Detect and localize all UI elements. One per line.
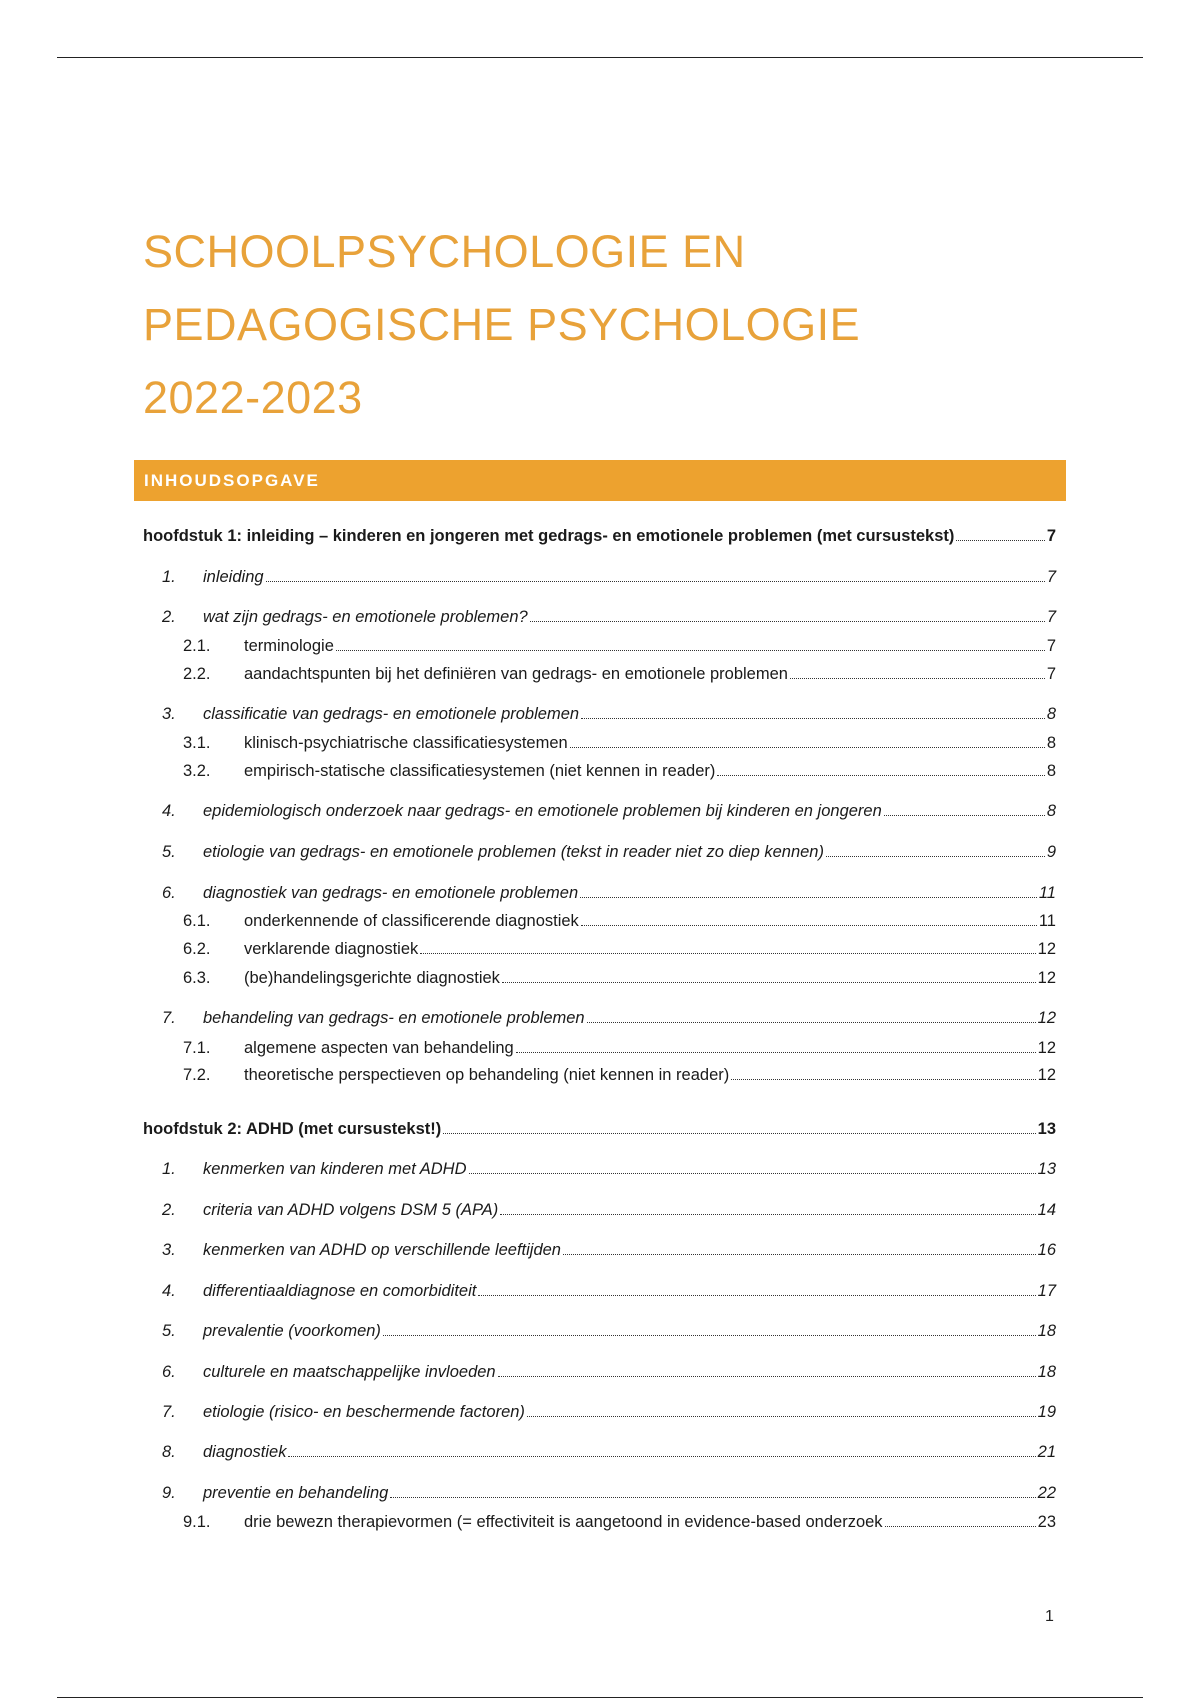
toc-entry-number: 7.1. bbox=[183, 1039, 211, 1057]
toc-heading: INHOUDSOPGAVE bbox=[134, 460, 1066, 501]
toc-entry-title: drie bewezn therapievormen (= effectiviteit is aangetoond in evidence-based onderzoek bbox=[244, 1513, 883, 1531]
toc-entry-page: 7 bbox=[1046, 637, 1056, 655]
toc-entry-number: 5. bbox=[162, 1322, 176, 1340]
toc-dot-leader bbox=[443, 1133, 1035, 1134]
toc-entry-page: 12 bbox=[1037, 969, 1056, 987]
toc-entry[interactable] bbox=[162, 1282, 1056, 1301]
toc-entry-title: algemene aspecten van behandeling bbox=[244, 1039, 514, 1057]
toc-entry-title: (be)handelingsgerichte diagnostiek bbox=[244, 969, 500, 987]
page-number: 1 bbox=[1045, 1608, 1054, 1625]
top-rule bbox=[57, 57, 1143, 58]
toc-entry[interactable] bbox=[162, 608, 1056, 627]
toc-entry[interactable] bbox=[162, 1363, 1056, 1382]
toc-entry[interactable] bbox=[183, 940, 1056, 959]
toc-entry[interactable] bbox=[183, 665, 1056, 684]
toc-entry-number: 2. bbox=[162, 1201, 176, 1219]
toc-entry-number: 1. bbox=[162, 568, 176, 586]
toc-entry-page: 23 bbox=[1037, 1513, 1056, 1531]
toc-entry-number: 3. bbox=[162, 705, 176, 723]
toc-dot-leader bbox=[383, 1335, 1036, 1336]
toc-dot-leader bbox=[498, 1376, 1036, 1377]
toc-dot-leader bbox=[502, 982, 1036, 983]
toc-chapter-entry[interactable] bbox=[143, 527, 1056, 546]
toc-entry-page: 7 bbox=[1046, 527, 1056, 545]
toc-entry-number: 6.1. bbox=[183, 912, 211, 930]
toc-entry-title: kenmerken van ADHD op verschillende leeftijden bbox=[203, 1241, 561, 1259]
toc-entry-page: 7 bbox=[1046, 665, 1056, 683]
toc-dot-leader bbox=[478, 1295, 1035, 1296]
toc-dot-leader bbox=[500, 1214, 1035, 1215]
toc-entry-page: 18 bbox=[1037, 1363, 1056, 1381]
toc-entry-title: culturele en maatschappelijke invloeden bbox=[203, 1363, 496, 1381]
toc-dot-leader bbox=[420, 953, 1035, 954]
toc-dot-leader bbox=[717, 775, 1044, 776]
toc-entry-page: 12 bbox=[1037, 940, 1056, 958]
toc-entry-title: klinisch-psychiatrische classificatiesystemen bbox=[244, 734, 568, 752]
toc-entry-title: preventie en behandeling bbox=[203, 1484, 389, 1502]
toc-entry[interactable] bbox=[162, 1484, 1056, 1503]
toc-entry[interactable] bbox=[162, 1403, 1056, 1422]
toc-entry[interactable] bbox=[183, 637, 1056, 656]
toc-dot-leader bbox=[884, 815, 1045, 816]
toc-entry[interactable] bbox=[162, 1322, 1056, 1341]
toc-entry-number: 6.2. bbox=[183, 940, 211, 958]
toc-entry-page: 7 bbox=[1046, 608, 1056, 626]
toc-entry-title: etiologie (risico- en beschermende factoren) bbox=[203, 1403, 525, 1421]
toc-dot-leader bbox=[288, 1456, 1035, 1457]
toc-entry-page: 8 bbox=[1046, 734, 1056, 752]
toc-entry-title: hoofdstuk 1: inleiding – kinderen en jongeren met gedrags- en emotionele problemen (met cursustekst) bbox=[143, 527, 955, 545]
toc-entry-title: terminologie bbox=[244, 637, 334, 655]
toc-entry-number: 9. bbox=[162, 1484, 176, 1502]
toc-entry-title: onderkennende of classificerende diagnostiek bbox=[244, 912, 579, 930]
toc-dot-leader bbox=[581, 925, 1037, 926]
toc-entry-number: 7. bbox=[162, 1009, 176, 1027]
toc-entry-title: etiologie van gedrags- en emotionele problemen (tekst in reader niet zo diep kennen) bbox=[203, 843, 824, 861]
toc-dot-leader bbox=[790, 678, 1045, 679]
toc-entry[interactable] bbox=[183, 1039, 1056, 1058]
toc-entry-number: 2.1. bbox=[183, 637, 211, 655]
toc-dot-leader bbox=[587, 1022, 1036, 1023]
toc-entry-page: 13 bbox=[1037, 1120, 1056, 1138]
toc-entry-number: 4. bbox=[162, 1282, 176, 1300]
toc-dot-leader bbox=[469, 1173, 1036, 1174]
toc-entry-page: 12 bbox=[1037, 1039, 1056, 1057]
toc-entry-title: inleiding bbox=[203, 568, 264, 586]
toc-entry-number: 7. bbox=[162, 1403, 176, 1421]
toc-entry[interactable] bbox=[162, 843, 1056, 862]
toc-entry-title: theoretische perspectieven op behandeling (niet kennen in reader) bbox=[244, 1066, 730, 1084]
toc-entry-title: behandeling van gedrags- en emotionele problemen bbox=[203, 1009, 585, 1027]
toc-entry-title: aandachtspunten bij het definiëren van gedrags- en emotionele problemen bbox=[244, 665, 788, 683]
toc-entry[interactable] bbox=[183, 912, 1056, 931]
toc-entry[interactable] bbox=[162, 1160, 1056, 1179]
toc-entry-title: diagnostiek van gedrags- en emotionele problemen bbox=[203, 884, 579, 902]
toc-entry-page: 19 bbox=[1037, 1403, 1056, 1421]
toc-entry-number: 3.1. bbox=[183, 734, 211, 752]
toc-entry[interactable] bbox=[162, 1443, 1056, 1462]
toc-entry-page: 7 bbox=[1046, 568, 1056, 586]
toc-entry[interactable] bbox=[183, 762, 1056, 781]
toc-entry[interactable] bbox=[162, 1241, 1056, 1260]
toc-entry-title: wat zijn gedrags- en emotionele problemen? bbox=[203, 608, 528, 626]
toc-entry-title: prevalentie (voorkomen) bbox=[203, 1322, 381, 1340]
toc-entry-number: 1. bbox=[162, 1160, 176, 1178]
toc-entry-number: 2.2. bbox=[183, 665, 211, 683]
toc-entry[interactable] bbox=[162, 705, 1056, 724]
toc-dot-leader bbox=[516, 1052, 1036, 1053]
toc-entry-number: 7.2. bbox=[183, 1066, 211, 1084]
toc-entry[interactable] bbox=[183, 734, 1056, 753]
toc-entry-number: 2. bbox=[162, 608, 176, 626]
toc-dot-leader bbox=[581, 718, 1045, 719]
toc-dot-leader bbox=[885, 1526, 1036, 1527]
toc-entry-title: diagnostiek bbox=[203, 1443, 287, 1461]
toc-entry-title: criteria van ADHD volgens DSM 5 (APA) bbox=[203, 1201, 499, 1219]
toc-entry-page: 16 bbox=[1037, 1241, 1056, 1259]
toc-entry-number: 6. bbox=[162, 1363, 176, 1381]
toc-entry-page: 13 bbox=[1037, 1160, 1056, 1178]
toc-entry-page: 21 bbox=[1037, 1443, 1056, 1461]
toc-entry-number: 5. bbox=[162, 843, 176, 861]
toc-entry[interactable] bbox=[162, 568, 1056, 587]
toc-dot-leader bbox=[826, 856, 1045, 857]
toc-dot-leader bbox=[563, 1254, 1036, 1255]
toc-entry-number: 6. bbox=[162, 884, 176, 902]
toc-entry-page: 8 bbox=[1046, 762, 1056, 780]
title-line-3: 2022-2023 bbox=[143, 372, 363, 423]
toc-entry-number: 3.2. bbox=[183, 762, 211, 780]
toc-entry-page: 8 bbox=[1046, 802, 1056, 820]
toc-dot-leader bbox=[956, 540, 1044, 541]
toc-dot-leader bbox=[390, 1497, 1035, 1498]
toc-entry-page: 8 bbox=[1046, 705, 1056, 723]
toc-entry-page: 11 bbox=[1038, 884, 1056, 902]
toc-dot-leader bbox=[527, 1416, 1036, 1417]
toc-entry-title: kenmerken van kinderen met ADHD bbox=[203, 1160, 467, 1178]
toc-entry[interactable] bbox=[183, 969, 1056, 988]
toc-entry-title: empirisch-statische classificatiesystemen (niet kennen in reader) bbox=[244, 762, 716, 780]
toc-entry-page: 12 bbox=[1037, 1066, 1056, 1084]
toc-entry[interactable] bbox=[162, 1201, 1056, 1220]
toc-entry-title: classificatie van gedrags- en emotionele problemen bbox=[203, 705, 580, 723]
toc-entry-title: epidemiologisch onderzoek naar gedrags- en emotionele problemen bij kinderen en jongeren bbox=[203, 802, 882, 820]
toc-entry-number: 8. bbox=[162, 1443, 176, 1461]
toc-entry-number: 4. bbox=[162, 802, 176, 820]
toc-entry-number: 3. bbox=[162, 1241, 176, 1259]
toc-entry-page: 22 bbox=[1037, 1484, 1056, 1502]
document-title bbox=[143, 215, 860, 434]
toc-entry-number: 9.1. bbox=[183, 1513, 211, 1531]
toc-entry-title: verklarende diagnostiek bbox=[244, 940, 419, 958]
toc-entry-page: 17 bbox=[1037, 1282, 1056, 1300]
toc-dot-leader bbox=[266, 581, 1045, 582]
toc-chapter-entry[interactable] bbox=[143, 1120, 1056, 1139]
title-line-2: PEDAGOGISCHE PSYCHOLOGIE bbox=[143, 299, 861, 350]
toc-dot-leader bbox=[336, 650, 1045, 651]
toc-dot-leader bbox=[570, 747, 1045, 748]
toc-entry-page: 11 bbox=[1038, 912, 1056, 930]
toc-dot-leader bbox=[731, 1079, 1035, 1080]
toc-dot-leader bbox=[530, 621, 1045, 622]
toc-entry[interactable] bbox=[162, 884, 1056, 903]
toc-entry[interactable] bbox=[162, 1009, 1056, 1028]
toc-entry[interactable] bbox=[162, 802, 1056, 821]
toc-entry-page: 14 bbox=[1037, 1201, 1056, 1219]
toc-entry-number: 6.3. bbox=[183, 969, 211, 987]
toc-entry-title: hoofdstuk 2: ADHD (met cursustekst!) bbox=[143, 1120, 442, 1138]
bottom-rule bbox=[57, 1697, 1143, 1698]
toc-entry-page: 12 bbox=[1037, 1009, 1056, 1027]
toc-entry-page: 9 bbox=[1046, 843, 1056, 861]
toc-entry-page: 18 bbox=[1037, 1322, 1056, 1340]
title-line-1: SCHOOLPSYCHOLOGIE EN bbox=[143, 226, 746, 277]
toc-dot-leader bbox=[580, 897, 1037, 898]
toc-entry[interactable] bbox=[183, 1066, 1056, 1085]
toc-entry[interactable] bbox=[183, 1513, 1056, 1532]
toc-entry-title: differentiaaldiagnose en comorbiditeit bbox=[203, 1282, 477, 1300]
